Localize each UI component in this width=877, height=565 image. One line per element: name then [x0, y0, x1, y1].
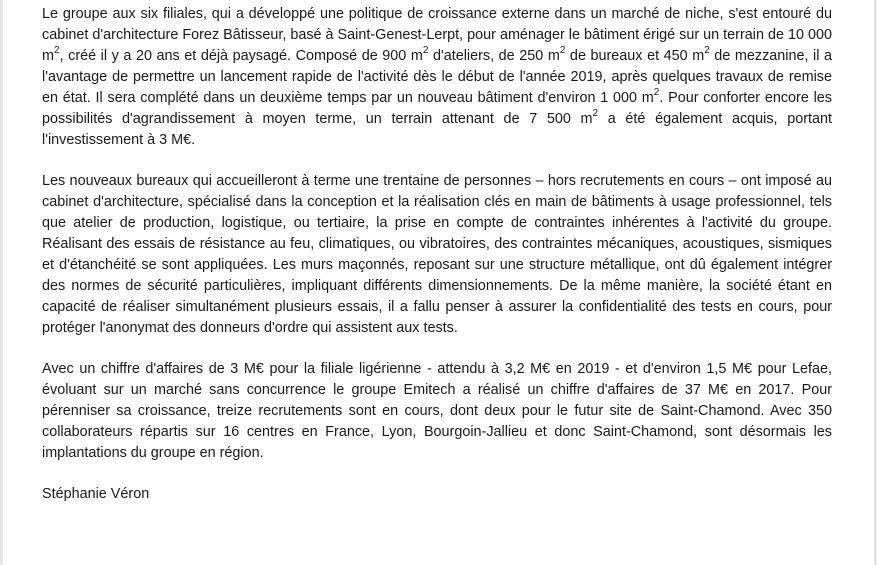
superscript-squared: 2 — [54, 45, 60, 57]
paragraph-3: Avec un chiffre d'affaires de 3 M€ pour la filiale ligérienne - attendu à 3,2 M€ en 2019 - et d'environ 1,5 M€ pour Lefae, évoluant sur un marché sans concurrence le groupe Emitech a réalisé un chiffre d'affaires de 37 M€ en 2017. Pour pérenniser sa croissance, treize recrutements sont en cours, dont deux pour le futur site de Saint-Chamond. Avec 350 collaborateurs répartis sur 16 centres en France, Lyon, Bourgoin-Jallieu et donc Saint-Chamond, sont désormais les implantations du groupe en région. — [42, 361, 832, 461]
superscript-squared: 2 — [704, 45, 710, 57]
superscript-squared: 2 — [559, 45, 566, 57]
paragraph-1-text-4: de bureaux et 450 m — [565, 48, 705, 64]
paragraph-1-text-6: . Pour conforter encore les possibilités d'agrandissement à moyen terme, un terrain attenant de 7 500 m — [42, 90, 832, 127]
paragraph-2: Les nouveaux bureaux qui accueilleront à terme une trentaine de personnes – hors recrutements en cours – ont imposé au cabinet d'architecture, spécialisé dans la conception et la réalisation clés en main de bâtiments à usage professionnel, tels que atelier de production, logistique, ou tertiaire, la prise en compte de contraintes inhérentes à l'activité du groupe. Réalisant des essais de résistance au feu, climatiques, ou vibratoires, des contraintes mécaniques, acoustiques, sismiques et d'étanchéité se sont appliquées. Les murs maçonnés, reposant sur une structure métallique, ont dû également intégrer des normes de sécurité particulières, impliquant différents dimensionnements. De la même manière, la société étant en capacité de réaliser simultanément plusieurs essais, il a fallu penser à assurer la confidentialité des tests en cours, pour protéger l'anonymat des donneurs d'ordre qui assistent aux tests. — [42, 173, 832, 336]
paragraph-1-text-2: , créé il y a 20 ans et déjà paysagé. Composé de 900 m — [59, 48, 423, 64]
superscript-squared: 2 — [422, 45, 429, 57]
paragraph-1 — [42, 4, 832, 151]
paragraph-1-text-1: Le groupe aux six filiales, qui a développé une politique de croissance externe dans un marché de niche, s'est entouré du cabinet d'architecture Forez Bâtisseur, basé à Saint-Genest-Lerpt, pour aménager le bâtiment érigé sur un terrain de 10 000 m — [42, 6, 832, 64]
superscript-squared: 2 — [653, 87, 660, 99]
paragraph-1-text-5: de mezzanine, il a l'avantage de permettre un lancement rapide de l'activité dès le début de l'année 2019, après quelques travaux de remise en état. Il sera complété dans un deuxième temps par un nouveau bâtiment d'environ 1 000 m — [42, 48, 832, 106]
superscript-squared: 2 — [592, 108, 599, 120]
article-body — [42, 4, 832, 525]
author-signature: Stéphanie Véron — [42, 486, 150, 502]
paragraph-1-text-3: d'ateliers, de 250 m — [428, 48, 560, 64]
paragraph-1-text-7: a été également acquis, portant l'investissement à 3 M€. — [42, 111, 832, 148]
